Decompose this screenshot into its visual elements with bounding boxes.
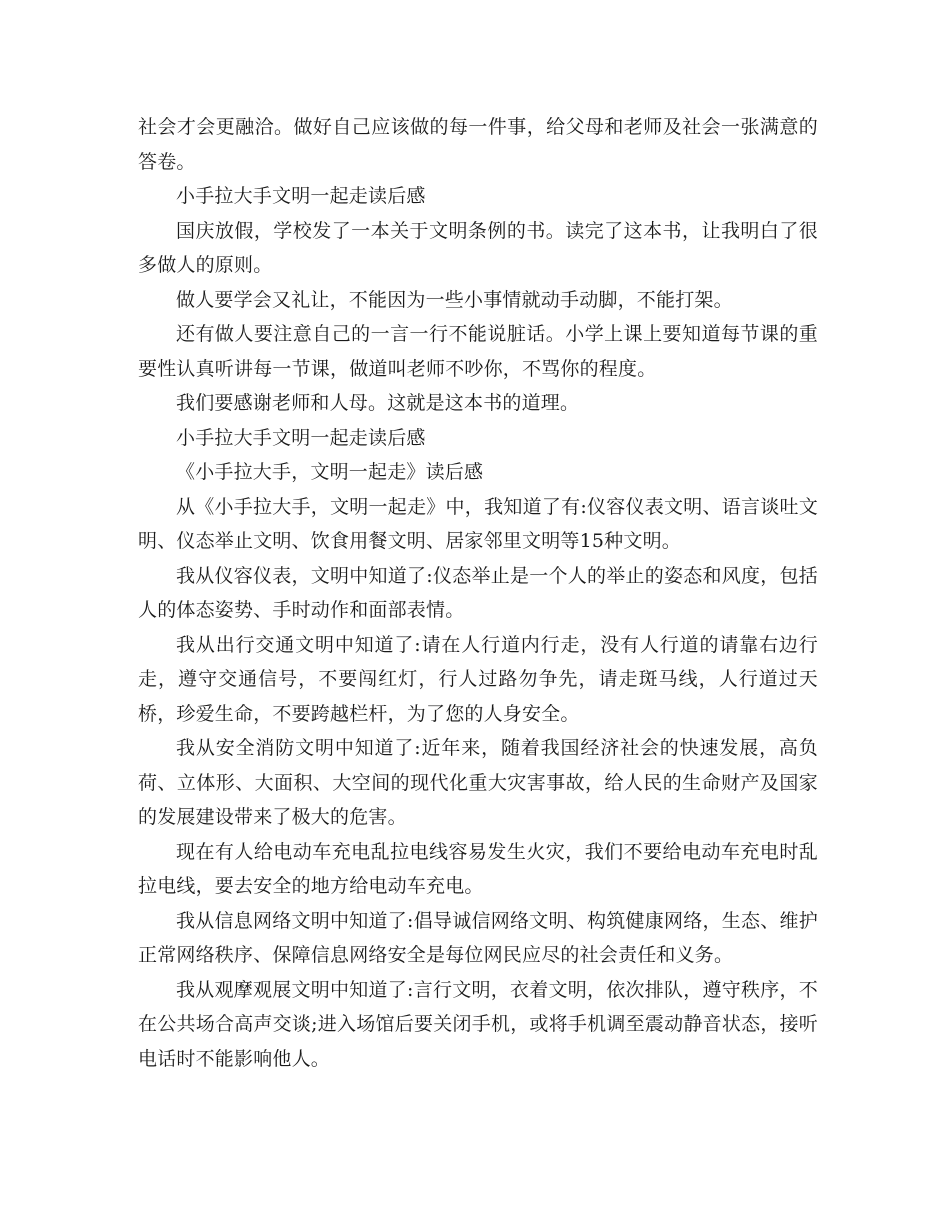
paragraph: 我从仪容仪表，文明中知道了:仪态举止是一个人的举止的姿态和风度，包括人的体态姿势、手时动作和面部表情。 bbox=[138, 564, 818, 621]
paragraph: 我们要感谢老师和人母。这就是这本书的道理。 bbox=[176, 392, 580, 414]
paragraph: 我从出行交通文明中知道了:请在人行道内行走，没有人行道的请靠右边行走，遵守交通信号，不要闯红灯，行人过路勿争先，请走斑马线，人行道过天桥，珍爱生命，不要跨越栏杆，为了您的人身安全。 bbox=[138, 633, 818, 725]
paragraph: 我从安全消防文明中知道了:近年来，随着我国经济社会的快速发展，高负荷、立体形、大面积、大空间的现代化重大灾害事故，给人民的生命财产及国家的发展建设带来了极大的危害。 bbox=[138, 737, 818, 828]
paragraph-heading: 《小手拉大手，文明一起走》读后感 bbox=[176, 461, 484, 483]
paragraph: 做人要学会又礼让，不能因为一些小事情就动手动脚，不能打架。 bbox=[176, 288, 733, 311]
paragraph: 我从观摩观展文明中知道了:言行文明，衣着文明，依次排队，遵守秩序，不在公共场合高声交谈;进入场馆后要关闭手机，或将手机调至震动静音状态，接听电话时不能影响他人。 bbox=[138, 978, 818, 1070]
paragraph-heading: 小手拉大手文明一起走读后感 bbox=[176, 185, 426, 207]
paragraph: 国庆放假，学校发了一本关于文明条例的书。读完了这本书，让我明白了很多做人的原则。 bbox=[138, 219, 818, 276]
paragraph: 现在有人给电动车充电乱拉电线容易发生火灾，我们不要给电动车充电时乱拉电线，要去安全的地方给电动车充电。 bbox=[138, 840, 818, 897]
document-body bbox=[138, 110, 818, 1076]
paragraph: 还有做人要注意自己的一言一行不能说脏话。小学上课上要知道每节课的重要性认真听讲每一节课，做道叫老师不吵你，不骂你的程度。 bbox=[138, 323, 818, 380]
paragraph: 从《小手拉大手，文明一起走》中，我知道了有:仪容仪表文明、语言谈吐文明、仪态举止文明、饮食用餐文明、居家邻里文明等15种文明。 bbox=[138, 495, 818, 552]
paragraph: 社会才会更融洽。做好自己应该做的每一件事，给父母和老师及社会一张满意的答卷。 bbox=[138, 116, 818, 173]
paragraph-heading: 小手拉大手文明一起走读后感 bbox=[176, 426, 426, 449]
paragraph: 我从信息网络文明中知道了:倡导诚信网络文明、构筑健康网络，生态、维护正常网络秩序、保障信息网络安全是每位网民应尽的社会责任和义务。 bbox=[138, 909, 818, 966]
